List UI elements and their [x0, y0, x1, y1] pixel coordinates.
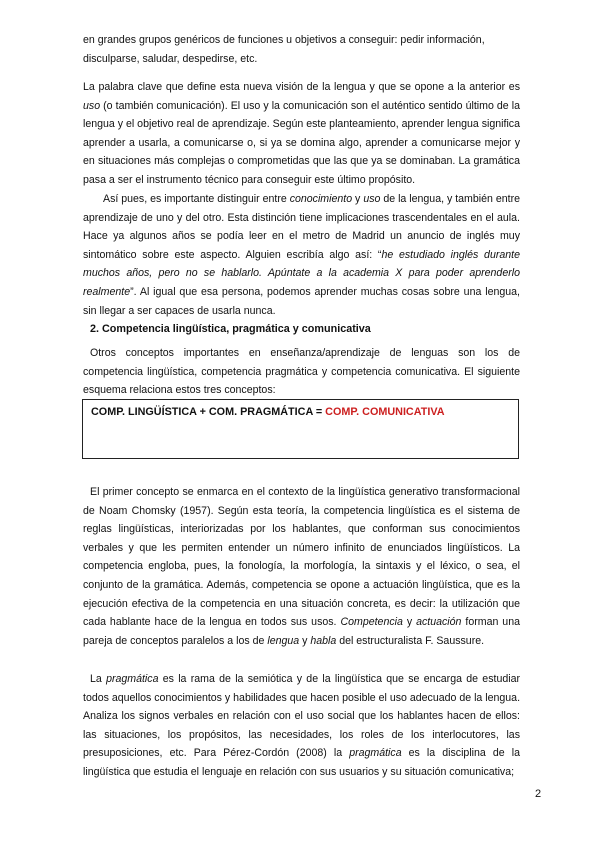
text-run: y [299, 634, 311, 647]
formula-box [82, 399, 519, 459]
text-run: y [402, 616, 417, 629]
paragraph-chomsky [83, 483, 520, 650]
text-run: (o también comunicación). El uso y la comunicación son el auténtico sentido último de la lengua y el objetivo real de aprendizaje. Según este planteamiento, aprender lengua significa aprender a usarla, a comunicarse o, si ya se domina algo, aprender a comunicarse mejor y en situaciones más complejas o comprometidas que las que ya se dominaban. La gramática pasa a ser el instrumento técnico para conseguir este último propósito. [83, 99, 520, 186]
text-run: y [352, 193, 364, 205]
italic-term: actuación [416, 616, 462, 629]
italic-term: lengua [267, 634, 300, 647]
formula-result: COMP. COMUNICATIVA [325, 406, 445, 418]
italic-term: pragmática [106, 673, 159, 685]
page-number: 2 [535, 788, 542, 800]
text-run: de la lengua, y también entre aprendizaje de uno y del otro. Esta distinción tiene implicaciones trascendentales en el aula. Hace ya algunos años se podía leer en el metro de Madrid un anuncio de inglés muy sintomático sobre este aspecto. Alguien escribía algo así: “ [83, 193, 521, 261]
formula-left: COMP. LINGÜÍSTICA + COM. PRAGMÁTICA = [91, 406, 326, 418]
italic-term: conocimiento [289, 193, 353, 205]
text-run: es la rama de la semiótica y de la lingüística que se encarga de estudiar todos aquellos conocimientos y habilidades que hacen posible el uso adecuado de la lengua. Analiza los signos verbales en relación con el uso social que los hablantes hacen de ellos: las situaciones, los propósitos, las necesidades, los roles de los interlocutores, las presuposiciones, etc. Para Pérez-Cordón (2008) la [83, 673, 521, 760]
section-heading: 2. Competencia lingüística, pragmática y comunicativa [90, 323, 371, 335]
text-run: El primer concepto se enmarca en el contexto de la lingüística generativo transformacional de Noam Chomsky (1957). Según esta teoría, la competencia lingüística es el sistema de reglas lingüísticas, interiorizadas por los hablantes, que conforman sus conocimientos verbales y que les permiten entender un número infinito de enunciados lingüísticos. La competencia engloba, pues, la fonología, la morfología, la sintaxis y el léxico, o sea, el conjunto de la gramática. Además, competencia se opone a actuación lingüística, que es la ejecución efectiva de la competencia en una situación concreta, es decir: la utilización que cada hablante hace de la lengua en todos sus usos. [83, 486, 520, 629]
paragraph-uso [83, 78, 520, 190]
text-run: Así pues, es importante distinguir entre [103, 193, 290, 205]
italic-quote: he estudiado inglés durante muchos años, pero no se hablarlo. Apúntate a la academia X para poder aprenderlo realmente [83, 248, 520, 298]
text-run: del estructuralista F. Saussure. [336, 634, 485, 647]
paragraph-line: disculparse, saludar, despedirse, etc. [83, 52, 258, 65]
formula [91, 406, 445, 418]
paragraph-continuation [83, 31, 520, 68]
paragraph-pragmatica [83, 670, 520, 782]
paragraph-line: en grandes grupos genéricos de funciones u objetivos a conseguir: pedir información, [83, 34, 485, 46]
paragraph-conocimiento-uso [83, 190, 520, 320]
italic-term: pragmática [349, 747, 402, 760]
italic-term: Competencia [340, 616, 403, 629]
text-run: es la disciplina de la lingüística que estudia el lenguaje en relación con sus usuarios y su situación comunicativa; [83, 747, 520, 778]
text-run: La [90, 673, 107, 685]
italic-term: uso [363, 193, 381, 205]
paragraph-conceptos: Otros conceptos importantes en enseñanza/aprendizaje de lenguas son los de competencia lingüística, competencia pragmática y competencia comunicativa. El siguiente esquema relaciona estos tres conceptos: [83, 347, 520, 397]
text-run: forman una pareja de conceptos paralelos a los de [83, 616, 520, 647]
italic-term: habla [310, 634, 337, 647]
text-run: La palabra clave que define esta nueva visión de la lengua y que se opone a la anterior es [83, 81, 520, 93]
text-run: ”. Al igual que esa persona, podemos aprender muchas cosas sobre una lengua, sin llegar a ser capaces de usarla nunca. [83, 285, 520, 317]
italic-term: uso [83, 99, 101, 112]
